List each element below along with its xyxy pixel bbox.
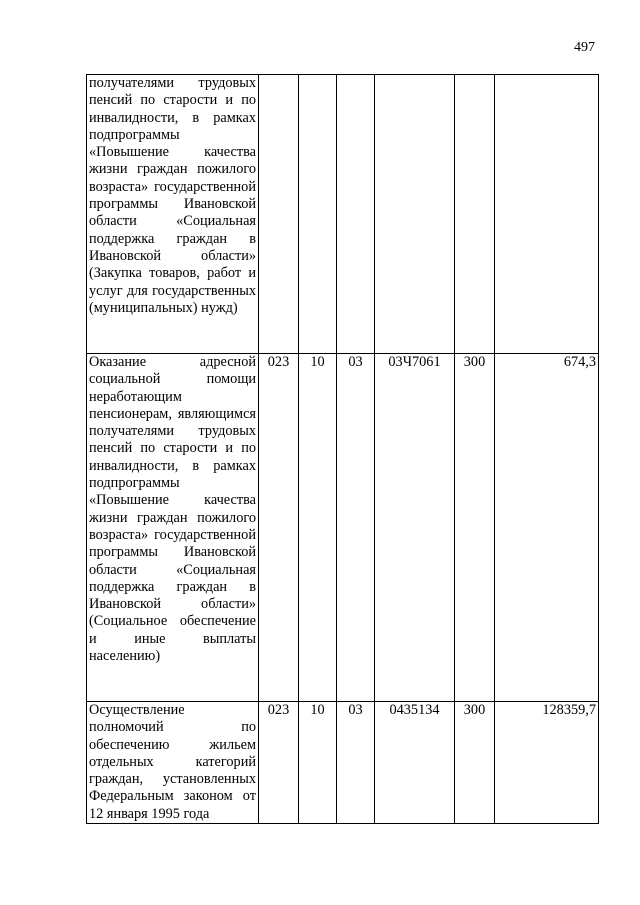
cell-target: 03Ч7061 <box>375 354 455 702</box>
cell-description: получателями трудовых пенсий по старости и по инвалидности, в рамках подпрограммы «Повышение качества жизни граждан пожилого возраста» государственной программы Ивановской области «Социальная поддержка граждан в Ивановской области» (Закупка товаров, работ и услуг для государственных (муниципальных) нужд) <box>87 75 259 354</box>
cell-description: Оказание адресной социальной помощи неработающим пенсионерам, являющимся получателями трудовых пенсий по старости и по инвалидности, в рамках подпрограммы «Повышение качества жизни граждан пожилого возраста» государственной программы Ивановской области «Социальная поддержка граждан в Ивановской области» (Социальное обеспечение и иные выплаты населению) <box>87 354 259 702</box>
cell-description: Осуществление полномочий по обеспечению жильем отдельных категорий граждан, установленных Федеральным законом от 12 января 1995 года <box>87 702 259 824</box>
cell-expense-type <box>455 75 495 354</box>
cell-subsection: 03 <box>337 702 375 824</box>
cell-section <box>299 75 337 354</box>
cell-section: 10 <box>299 702 337 824</box>
cell-expense-type: 300 <box>455 354 495 702</box>
cell-target: 0435134 <box>375 702 455 824</box>
table-row <box>87 354 599 702</box>
cell-amount: 674,3 <box>495 354 599 702</box>
cell-subsection: 03 <box>337 354 375 702</box>
cell-subsection <box>337 75 375 354</box>
table-row <box>87 702 599 824</box>
page-number: 497 <box>574 40 595 55</box>
cell-ministry <box>259 75 299 354</box>
cell-amount: 128359,7 <box>495 702 599 824</box>
table-row <box>87 75 599 354</box>
budget-table <box>86 74 599 824</box>
cell-target <box>375 75 455 354</box>
cell-amount <box>495 75 599 354</box>
cell-expense-type: 300 <box>455 702 495 824</box>
cell-ministry: 023 <box>259 702 299 824</box>
cell-section: 10 <box>299 354 337 702</box>
cell-ministry: 023 <box>259 354 299 702</box>
